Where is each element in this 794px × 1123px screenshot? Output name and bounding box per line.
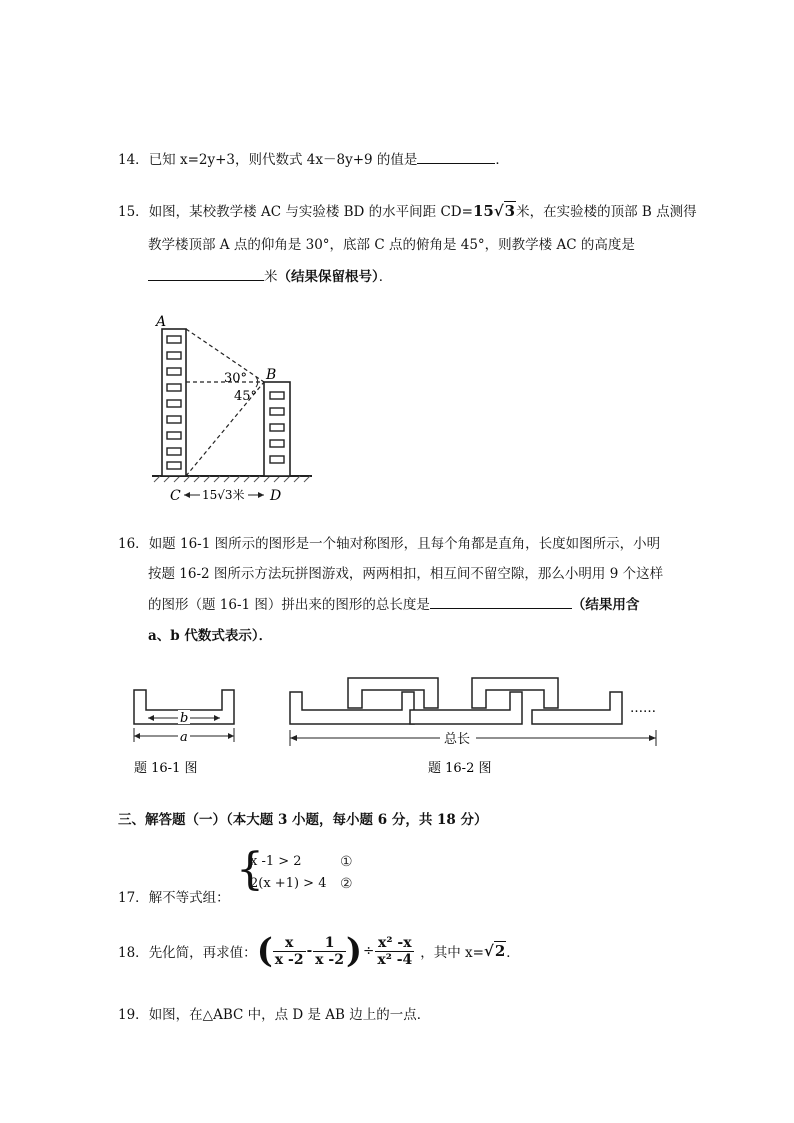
q14-end: ．	[495, 152, 509, 168]
inequality-2: 2(x +1) > 4	[250, 876, 327, 891]
q16-text-1: 如题 16-1 图所示的图形是一个轴对称图形，且每个角都是直角，长度如图所示，小明	[148, 536, 661, 552]
label-a: A	[156, 314, 167, 330]
q15-end: ．	[378, 269, 393, 285]
q15-radicand: 3	[504, 202, 516, 220]
q15-note: （结果保留根号）	[277, 269, 379, 285]
question-19	[118, 1003, 430, 1023]
section-3-title: 三、解答题（一）（本大题 3 小题，每小题 6 分，共 18 分）	[118, 812, 488, 828]
q18-text: 先化简，再求值：	[148, 945, 257, 961]
continuation-dots: ……	[630, 701, 656, 716]
q16-note: （结果用含	[571, 597, 640, 613]
q17-number: 17．	[118, 890, 149, 906]
q18-end: ．	[506, 945, 520, 961]
q15-sqrt: √3	[493, 202, 516, 220]
mark-2: ②	[340, 876, 353, 892]
divide-sign: ÷	[363, 943, 375, 959]
caption-16-2: 题 16-2 图	[428, 761, 492, 776]
q15-coef: 15	[472, 202, 494, 220]
label-a-length: a	[180, 730, 188, 745]
q18-sqrt: √2	[483, 942, 506, 960]
question-15-line3	[148, 265, 392, 285]
total-label: 总长	[444, 732, 471, 747]
q19-text: 如图，在△ABC 中，点 D 是 AB 边上的一点．	[148, 1007, 431, 1023]
q15-unit: 米	[264, 269, 278, 285]
question-16-line4: a、b 代数式表示）．	[148, 628, 273, 644]
q19-number: 19．	[118, 1007, 149, 1023]
q18-condition: ，其中 x=	[420, 945, 484, 961]
q16-number: 16．	[118, 536, 149, 552]
interlocked-pieces	[290, 678, 622, 724]
label-b: B	[266, 367, 277, 383]
angle-30-label: 30°	[224, 371, 248, 386]
question-17	[118, 886, 230, 906]
inequality-1: x -1 > 2	[250, 854, 302, 869]
question-16-line1	[118, 532, 660, 552]
building-ac	[162, 329, 186, 476]
q17-text: 解不等式组：	[148, 890, 230, 906]
label-b-length: b	[180, 711, 189, 726]
q15-answer-blank[interactable]	[148, 266, 264, 281]
question-15-line2: 教学楼顶部 A 点的仰角是 30°，底部 C 点的俯角是 45°，则教学楼 AC 的高度是	[148, 237, 635, 253]
question-15-line1	[118, 200, 697, 220]
right-paren: )	[345, 931, 363, 971]
distance-label: 15√3米	[202, 488, 245, 502]
system-brace: {	[236, 844, 264, 895]
left-paren: (	[256, 931, 273, 971]
q15-building-figure	[150, 312, 316, 508]
fraction-2: $\frac{1}{x -2}$	[315, 934, 344, 968]
q14-number: 14．	[118, 152, 149, 168]
figure-16-2	[284, 672, 668, 780]
question-16-line3	[148, 593, 639, 613]
q18-number: 18．	[118, 945, 149, 961]
q14-answer-blank[interactable]	[417, 149, 495, 164]
q16-text-3: 的图形（题 16-1 图）拼出来的图形的总长度是	[148, 597, 430, 613]
mark-1: ①	[340, 854, 353, 870]
q15-text-b: 米，在实验楼的顶部 B 点测得	[516, 204, 697, 220]
q16-answer-blank[interactable]	[430, 594, 572, 609]
q14-text: 已知 x=2y+3，则代数式 4x－8y+9 的值是	[148, 152, 418, 168]
question-18	[118, 928, 520, 974]
figure-16-1	[126, 684, 242, 780]
q15-text-a: 如图，某校教学楼 AC 与实验楼 BD 的水平间距 CD=	[148, 204, 473, 220]
label-d: D	[270, 488, 282, 504]
q15-number: 15．	[118, 204, 149, 220]
caption-16-1: 题 16-1 图	[134, 761, 198, 776]
question-14	[118, 148, 509, 168]
fraction-1: $\frac{x}{x -2}$	[274, 934, 304, 968]
label-c: C	[170, 488, 181, 504]
question-16-line2: 按题 16-2 图所示方法玩拼图游戏，两两相扣，相互间不留空隙，那么小明用 9 个这样	[148, 566, 664, 582]
fraction-3: $\frac{\text{x² -x}}{\text{x² -4}}$	[377, 934, 413, 968]
minus-sign: -	[306, 943, 313, 959]
angle-45-label: 45°	[234, 389, 258, 404]
building-bd	[264, 382, 290, 476]
